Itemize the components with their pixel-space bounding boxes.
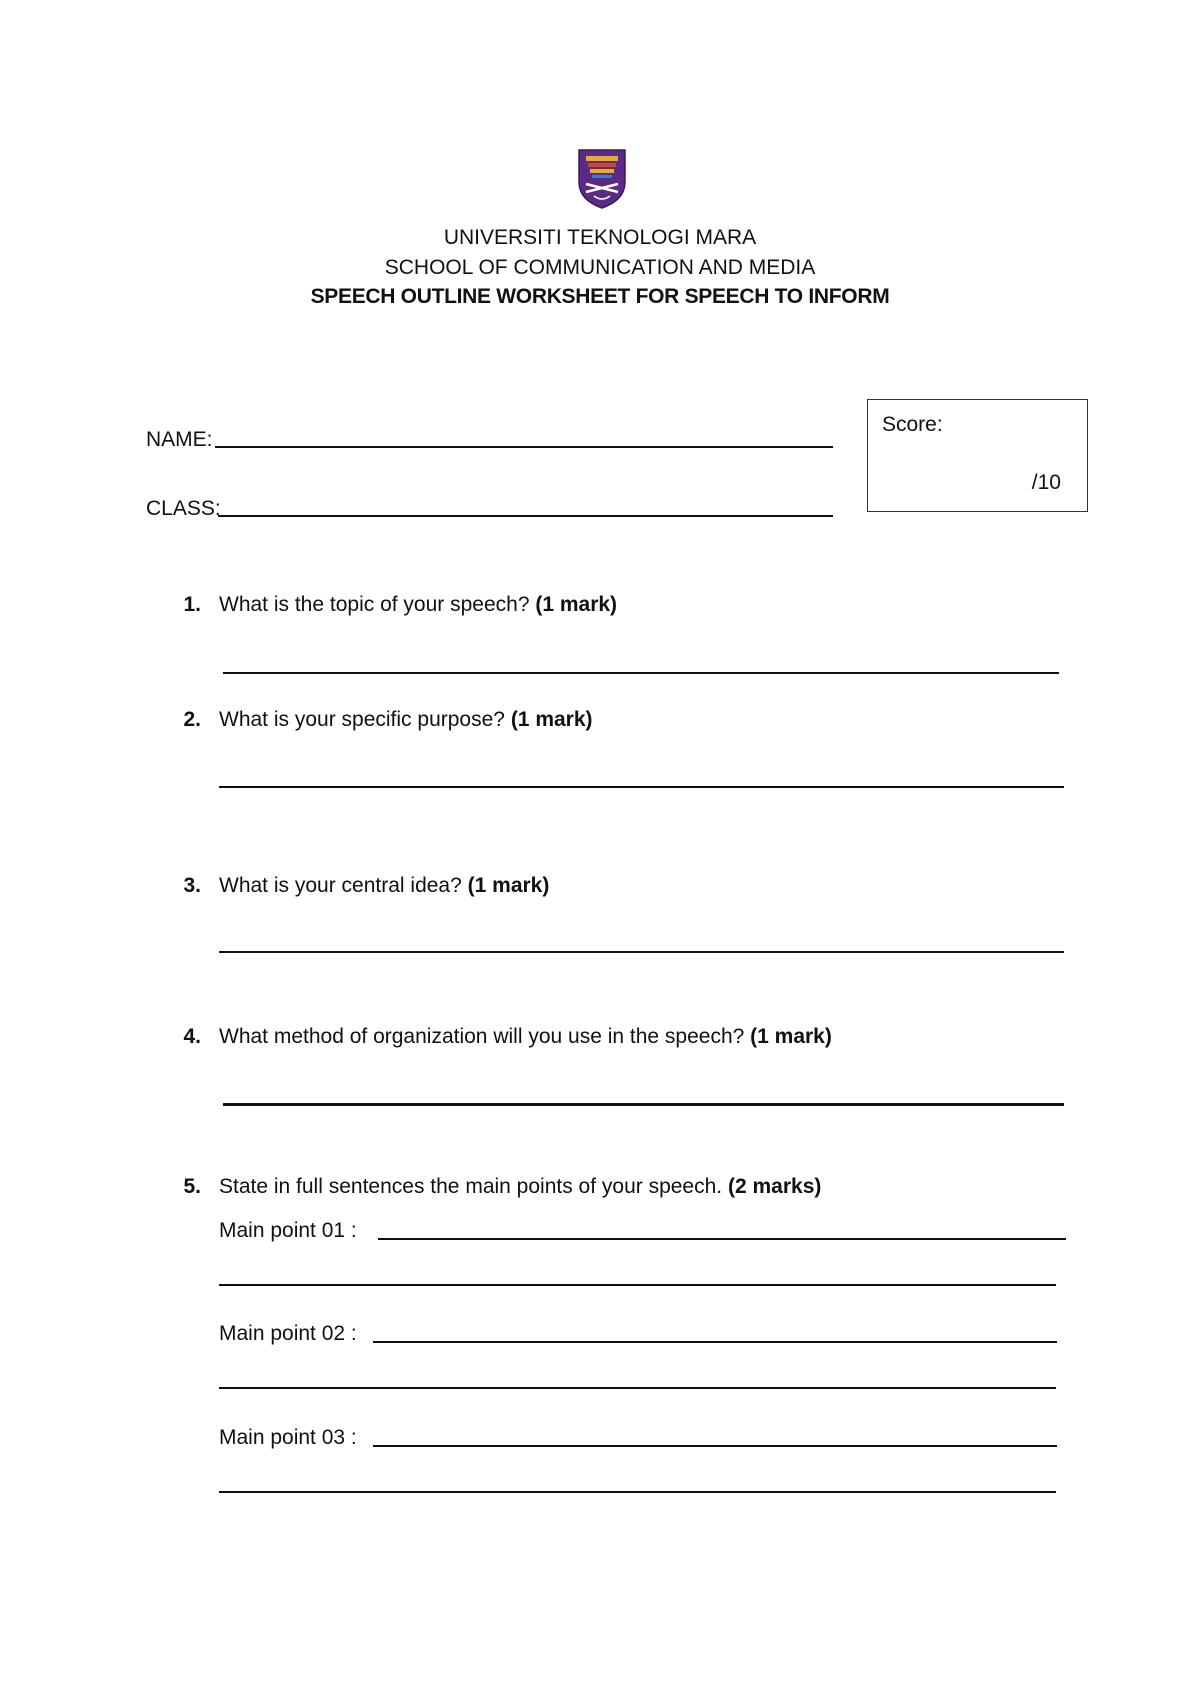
question-2-number: 2. — [183, 708, 201, 731]
main-point-03-label: Main point 03 : — [219, 1426, 357, 1449]
university-crest-logo — [576, 148, 628, 210]
score-label: Score: — [882, 413, 943, 436]
question-1-number: 1. — [183, 593, 201, 616]
main-point-02-label: Main point 02 : — [219, 1322, 357, 1345]
question-1-answer-line[interactable] — [223, 672, 1059, 674]
question-2-text: What is your specific purpose? — [219, 708, 505, 731]
question-1-marks: (1 mark) — [535, 593, 618, 616]
question-4 — [219, 1025, 832, 1049]
question-5 — [219, 1175, 821, 1199]
question-4-text: What method of organization will you use in the speech? — [219, 1025, 745, 1048]
name-answer-line[interactable] — [215, 446, 833, 448]
main-point-01-continuation-line[interactable] — [219, 1284, 1056, 1286]
question-1-text: What is the topic of your speech? — [219, 593, 530, 616]
question-2-marks: (1 mark) — [510, 708, 593, 731]
question-2-answer-line[interactable] — [219, 786, 1064, 788]
question-5-number: 5. — [183, 1175, 201, 1198]
score-total: /10 — [1031, 471, 1061, 494]
question-5-marks: (2 marks) — [727, 1175, 822, 1198]
score-box — [867, 399, 1088, 512]
question-2 — [219, 708, 593, 732]
main-point-02-answer-line[interactable] — [373, 1341, 1057, 1343]
name-label: NAME: — [146, 428, 213, 451]
class-answer-line[interactable] — [218, 515, 833, 517]
question-3-number: 3. — [183, 874, 201, 897]
question-4-number: 4. — [183, 1025, 201, 1048]
question-3-marks: (1 mark) — [467, 874, 550, 897]
university-name: UNIVERSITI TEKNOLOGI MARA — [443, 226, 757, 249]
main-point-03-continuation-line[interactable] — [219, 1491, 1056, 1493]
main-point-01-answer-line[interactable] — [378, 1238, 1066, 1240]
main-point-02-continuation-line[interactable] — [219, 1387, 1056, 1389]
question-3-text: What is your central idea? — [219, 874, 462, 897]
question-4-answer-line[interactable] — [223, 1103, 1064, 1106]
main-point-03-answer-line[interactable] — [373, 1445, 1057, 1447]
class-label: CLASS: — [146, 497, 221, 520]
question-4-marks: (1 mark) — [750, 1025, 832, 1048]
question-5-text: State in full sentences the main points of your speech. — [219, 1175, 723, 1198]
question-1 — [219, 593, 617, 617]
question-3 — [219, 874, 549, 898]
question-3-answer-line[interactable] — [219, 951, 1064, 953]
worksheet-title: SPEECH OUTLINE WORKSHEET FOR SPEECH TO INFORM — [310, 285, 890, 308]
school-name: SCHOOL OF COMMUNICATION AND MEDIA — [384, 256, 816, 279]
main-point-01-label: Main point 01 : — [219, 1219, 357, 1242]
